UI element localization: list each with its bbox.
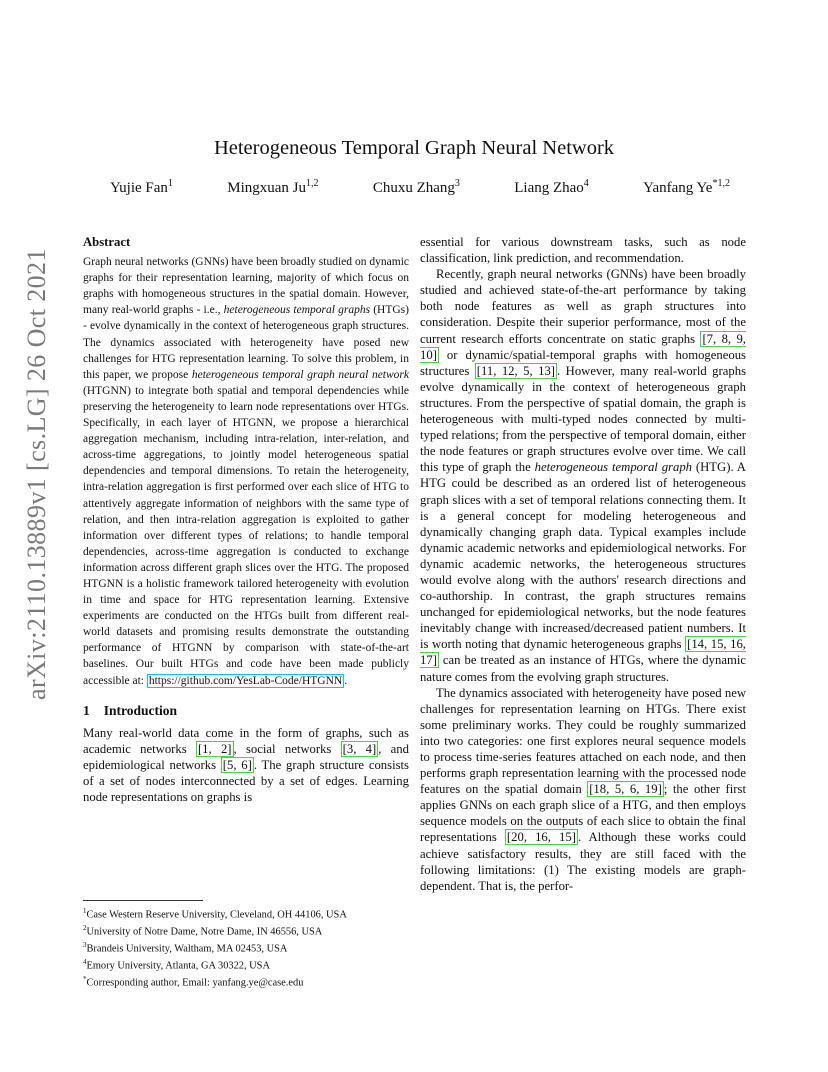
citation-link[interactable]: [14, 15, 16, 17] <box>420 637 746 668</box>
footnote: $^3$Brandeis University, Waltham, MA 02453, USA <box>83 940 288 955</box>
footnote: $^1$Case Western Reserve University, Cleveland, OH 44106, USA <box>83 907 347 921</box>
abstract-heading: Abstract <box>83 235 131 249</box>
author-list <box>110 178 730 197</box>
citation-link[interactable]: [3, 4] <box>342 741 377 756</box>
author: Yanfang Ye$^{*1,2}$ <box>643 178 730 196</box>
section-heading-introduction: 1 Introduction <box>83 702 178 718</box>
citation-link[interactable]: [11, 12, 5, 13] <box>476 363 556 378</box>
footnote: $^4$Emory University, Atlanta, GA 30322, USA <box>83 957 270 972</box>
author: Mingxuan Ju$^{1,2}$ <box>227 178 319 196</box>
citation-link[interactable]: [20, 16, 15] <box>506 830 576 845</box>
body-paragraph: essential for various downstream tasks, such as node classification, link prediction, and recommendation. <box>420 235 746 266</box>
author: Chuxu Zhang$^3$ <box>372 178 460 196</box>
paper-title: Heterogeneous Temporal Graph Neural Network <box>213 137 615 159</box>
body-paragraph: Recently, graph neural networks (GNNs) have been broadly studied and achieved state-of-the-art performance by taking both node features as well as graph structures into consideration. Despite their superior performance, most of the current research efforts concentrate on static graphs [7, 8, 9, 10] or dynamic/spatial-temporal graphs with homogeneous structures [11, 12, 5, 13] . However, many real-world graphs evolve dynamically in the context of heterogeneous graph structures. From the perspective of spatial domain, the graph is heterogeneous with multi-typed nodes connected by multi-typed relations; from the perspective of temporal domain, either the node features or graph structures evolve over time. We call this type of graph the heterogeneous temporal graph (HTG). A HTG could be described as an ordered list of heterogeneous graph slices with a set of temporal relations connecting them. It is a general concept for modeling heterogeneous and dynamically changing graph data. Typical examples include dynamic academic networks and epidemiological networks. For dynamic academic networks, the heterogeneous structures would evolve along with the authors' research directions and co-authorship. In contrast, the graph structures remains unchanged for epidemiological networks, but the node features inevitably change with increased/decreased patient numbers. It is worth noting that dynamic heterogeneous graphs [14, 15, 16, 17] can be treated as an instance of HTGs, where the dynamic nature comes from the evolving graph structures. <box>420 267 747 684</box>
github-link[interactable]: https://github.com/YesLab-Code/HTGNN <box>148 674 343 687</box>
citation-link[interactable]: [1, 2] <box>197 741 232 756</box>
author: Yujie Fan$^1$ <box>110 178 173 196</box>
citation-link[interactable]: [7, 8, 9, 10] <box>420 331 746 362</box>
arxiv-identifier-stamp: arXiv:2110.13889v1 [cs.LG] 26 Oct 2021 <box>22 248 51 700</box>
body-paragraph: The dynamics associated with heterogeneity have posed new challenges for representation learning on HTGs. There exist some preliminary works. They could be roughly summarized into two categories: one first explores neural sequence models to process time-series features attached on each node, and then performs graph representation learning with the processed node features on the spatial domain [18, 5, 6, 19] ; the other first applies GNNs on each graph slice of a HTG, and then employs sequence models on the outputs of each slice to obtain the final representations [20, 16, 15] . Although these works could achieve satisfactory results, they are still faced with the following limitations: (1) The existing models are graph-dependent. That is, the perfor- <box>420 685 746 893</box>
footnote-rule <box>83 900 203 901</box>
right-column <box>420 234 746 894</box>
citation-link[interactable]: [18, 5, 6, 19] <box>589 782 662 797</box>
footnote: *Corresponding author, Email: yanfang.ye@case.edu <box>83 974 304 988</box>
intro-paragraph: Many real-world data come in the form of graphs, such as academic networks [1, 2] , social networks [3, 4] , and epidemiological networks [5, 6] . The graph structure consists of a set of nodes interconnected by a set of edges. Learning node representations on graphs is <box>83 725 409 805</box>
left-column <box>83 234 409 805</box>
author: Liang Zhao$^4$ <box>514 178 589 196</box>
citation-link[interactable]: [5, 6] <box>222 757 252 772</box>
footnote: $^2$University of Notre Dame, Notre Dame, IN 46556, USA <box>83 923 323 938</box>
abstract-text: Graph neural networks (GNNs) have been broadly studied on dynamic graphs for their representation learning, majority of which focus on graphs with homogeneous structures in the spatial domain. However, many real-world graphs - i.e., heterogeneous temporal graphs (HTGs) - evolve dynamically in the context of heterogeneous graph structures. The dynamics associated with heterogeneity have posed new challenges for HTG representation learning. To solve this problem, in this paper, we propose heterogeneous temporal graph neural network (HTGNN) to integrate both spatial and temporal dependencies while preserving the heterogeneity to learn node representations over HTGs. Specifically, in each layer of HTGNN, we propose a hierarchical aggregation mechanism, including intra-relation, inter-relation, and across-time aggregations, to jointly model heterogeneous spatial dependencies and temporal dimensions. To retain the heterogeneity, intra-relation aggregation is first performed over each slice of HTG to attentively aggregate information of neighbors with the same type of relation, and then intra-relation aggregation is exploited to gather information over different types of relations; to handle temporal dependencies, across-time aggregation is conducted to exchange information across different graph slices over the HTG. The proposed HTGNN is a holistic framework tailored heterogeneity with evolution in time and space for HTG representation learning. Extensive experiments are conducted on the HTGs built from different real-world datasets and promising results demonstrate the outstanding performance of HTGNN by comparison with state-of-the-art baselines. Our built HTGs and code have been made publicly accessible at: https://github.com/YesLab-Code/HTGNN . <box>83 256 409 687</box>
footnotes <box>83 900 413 989</box>
